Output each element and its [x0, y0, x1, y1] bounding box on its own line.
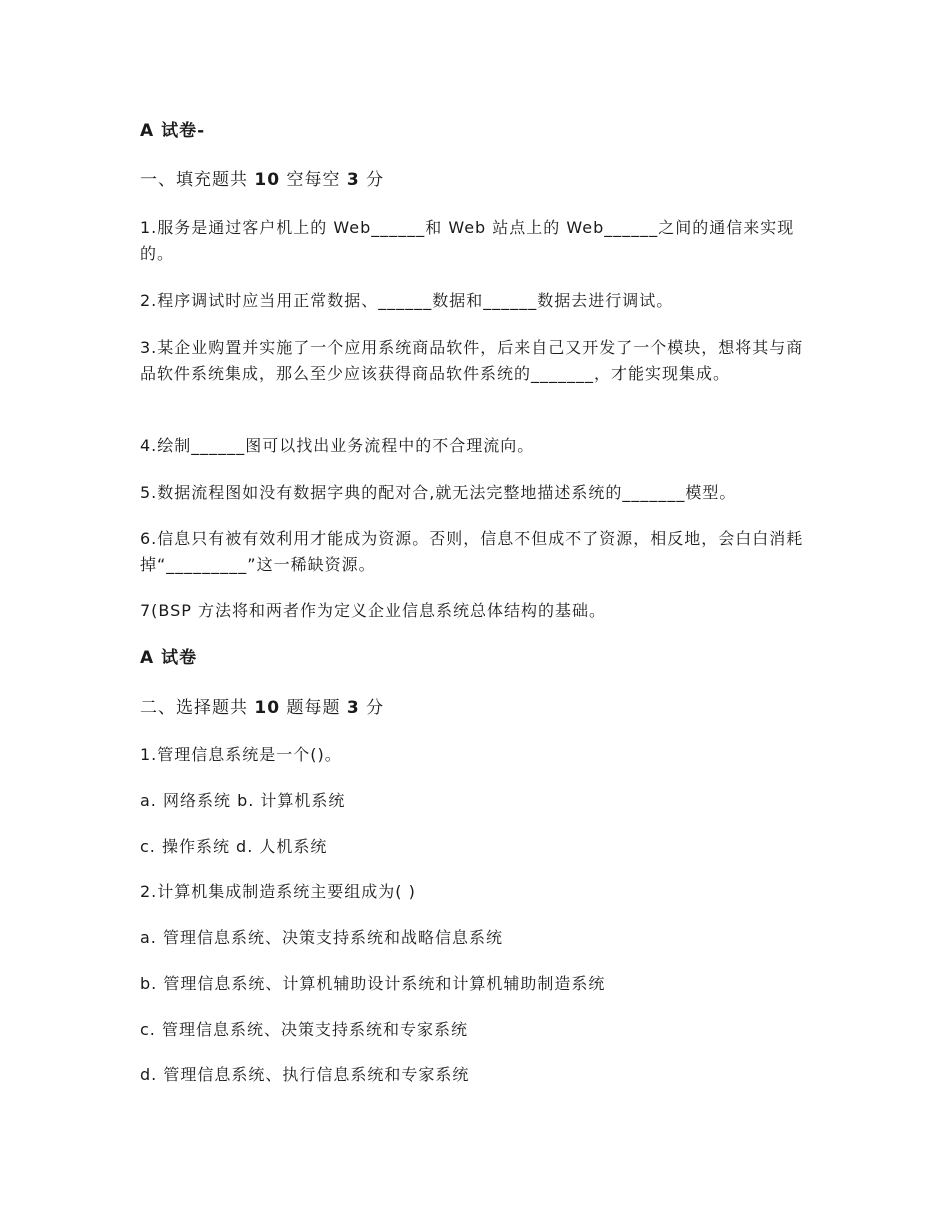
fill-question-5: 5.数据流程图如没有数据字典的配对合,就无法完整地描述系统的_______模型。 — [140, 483, 737, 502]
section-1-points: 3 — [346, 170, 360, 190]
section-1-heading — [140, 167, 830, 193]
choice-question-1: 1.管理信息系统是一个()。 — [140, 745, 342, 764]
fill-question-1: 1.服务是通过客户机上的 Web______和 Web 站点上的 Web______之间的通信来实现的。 — [140, 218, 795, 263]
section-2-suffix: 分 — [359, 698, 385, 718]
section-2-mid: 题每题 — [280, 698, 347, 718]
section-2-count: 10 — [254, 698, 281, 718]
section-2-prefix: 二、选择题共 — [140, 698, 255, 718]
choice-question-2-option-d: d. 管理信息系统、执行信息系统和专家系统 — [140, 1065, 470, 1084]
section-1-suffix: 分 — [359, 170, 385, 190]
fill-question-4: 4.绘制______图可以找出业务流程中的不合理流向。 — [140, 436, 535, 455]
choice-question-2-option-c: c. 管理信息系统、决策支持系统和专家系统 — [140, 1020, 468, 1039]
section-2-points: 3 — [346, 698, 360, 718]
section-2-heading — [140, 695, 830, 721]
fill-question-7: 7(BSP 方法将和两者作为定义企业信息系统总体结构的基础。 — [140, 601, 607, 620]
fill-question-6: 6.信息只有被有效利用才能成为资源。否则，信息不但成不了资源，相反地，会白白消耗掉“_________”这一稀缺资源。 — [140, 529, 804, 574]
paper-title-1: A 试卷- — [140, 121, 206, 141]
section-1-mid: 空每空 — [280, 170, 347, 190]
choice-question-1-options-cd: c. 操作系统 d. 人机系统 — [140, 837, 328, 856]
choice-question-2: 2.计算机集成制造系统主要组成为( ) — [140, 882, 416, 901]
choice-question-1-options-ab: a. 网络系统 b. 计算机系统 — [140, 791, 346, 810]
fill-question-2: 2.程序调试时应当用正常数据、______数据和______数据去进行调试。 — [140, 291, 674, 310]
choice-question-2-option-b: b. 管理信息系统、计算机辅助设计系统和计算机辅助制造系统 — [140, 974, 606, 993]
choice-question-2-option-a: a. 管理信息系统、决策支持系统和战略信息系统 — [140, 928, 503, 947]
section-1-count: 10 — [254, 170, 281, 190]
paper-title-2: A 试卷 — [140, 648, 198, 668]
section-1-prefix: 一、填充题共 — [140, 170, 255, 190]
fill-question-3: 3.某企业购置并实施了一个应用系统商品软件，后来自己又开发了一个模块，想将其与商品软件系统集成，那么至少应该获得商品软件系统的_______，才能实现集成。 — [140, 338, 804, 383]
